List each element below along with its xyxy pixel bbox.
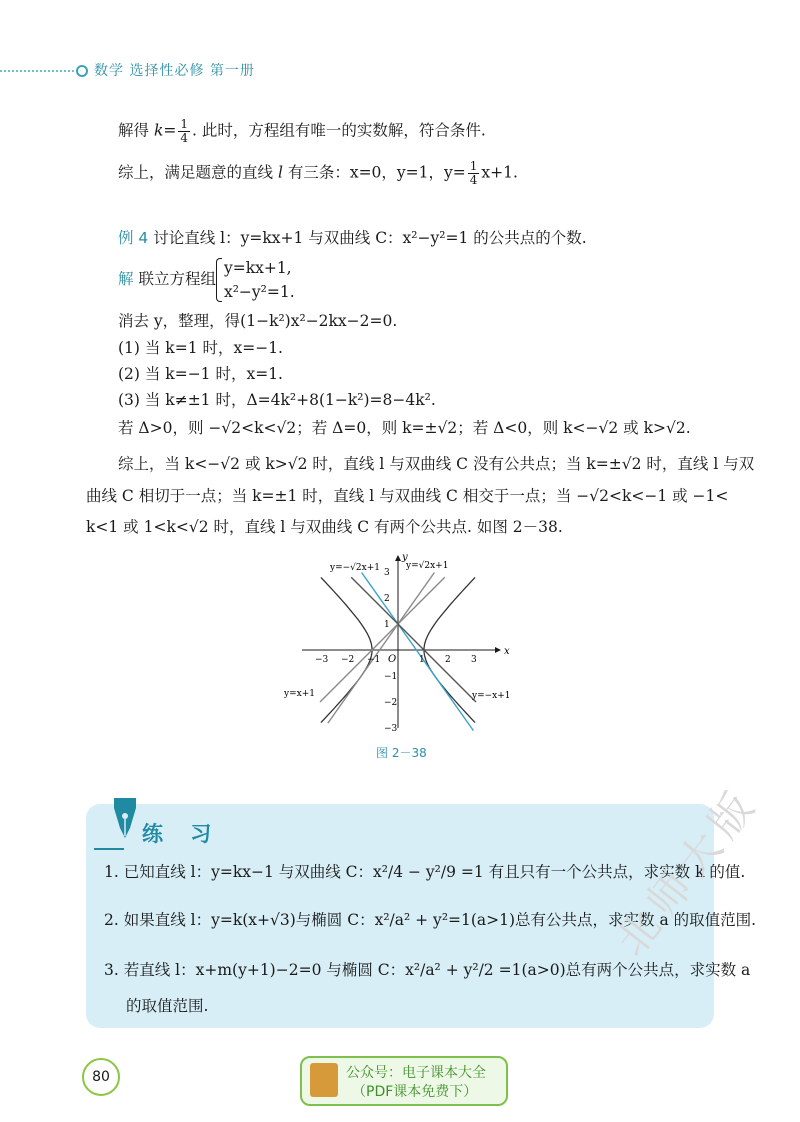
y-tick-label: −2 (384, 698, 398, 708)
text-segment: = (163, 121, 177, 140)
text-segment: . 此时，方程组有唯一的实数解，符合条件. (191, 121, 486, 140)
system-equation-2: x²−y²=1. (223, 283, 295, 301)
text-line-3: 消去 y，整理，得(1−k²)x²−2kx−2=0. (118, 312, 398, 330)
text-line-1 (118, 118, 486, 145)
page-number: 80 (82, 1058, 120, 1096)
example-text: 讨论直线 l：y=kx+1 与双曲线 C：x²−y²=1 的公共点的个数. (148, 229, 587, 247)
heading-underline (94, 848, 124, 850)
text-segment: 有三条：x=0，y=1，y= (282, 163, 466, 182)
text-line-2 (118, 160, 518, 187)
x-tick-label: −1 (367, 655, 381, 665)
example-title (118, 226, 587, 250)
label-line-x-plus-1: y=x+1 (284, 689, 315, 699)
system-equation-1: y=kx+1, (223, 259, 292, 277)
equation-system (216, 256, 295, 304)
practice-exercise-1: 1. 已知直线 l：y=kx−1 与双曲线 C：x²/4 − y²/9 =1 有且只有一个公共点，求实数 k 的值. (104, 863, 746, 881)
solution-text: 联立方程组 (133, 270, 216, 288)
line-pos-sqrt2 (328, 573, 435, 724)
figure-caption: 图 2－38 (376, 746, 427, 760)
text-line-9: 曲线 C 相切于一点；当 k=±1 时，直线 l 与双曲线 C 相交于一点；当 −√2<k<−1 或 −1< (86, 487, 729, 505)
text-line-8: 综上，当 k<−√2 或 k>√2 时，直线 l 与双曲线 C 没有公共点；当 k=±√2 时，直线 l 与双 (118, 455, 755, 473)
text-segment: 解得 (118, 121, 154, 140)
practice-exercise-3: 3. 若直线 l：x+m(y+1)−2=0 与椭圆 C：x²/a² + y²/2 =1(a>0)总有两个公共点，求实数 a (104, 961, 751, 979)
header-ring-icon (76, 65, 88, 77)
page-header (0, 56, 800, 86)
fraction-numerator: 1 (469, 159, 478, 173)
header-dotted-line (0, 70, 78, 72)
fraction-numerator: 1 (180, 117, 188, 131)
pen-nib-icon (108, 794, 142, 842)
promo-line-1: 公众号：电子课本大全 (346, 1065, 486, 1081)
y-tick-label: 2 (384, 594, 390, 604)
text-segment: x+1. (481, 163, 518, 182)
x-tick-label: −3 (315, 655, 329, 665)
fraction-denominator: 4 (469, 173, 478, 187)
label-line-neg-x-plus-1: y=−x+1 (472, 691, 511, 701)
y-tick-label: 1 (384, 620, 390, 630)
text-line-6: (3) 当 k≠±1 时，Δ=4k²+8(1−k²)=8−4k². (118, 391, 436, 409)
math-var: k (153, 121, 164, 140)
example-label: 例 4 (118, 229, 149, 247)
x-tick-label: 1 (419, 655, 425, 665)
practice-heading: 练 习 (142, 822, 222, 846)
solution-label: 解 (118, 270, 134, 288)
y-axis-label: y (402, 552, 408, 563)
y-tick-label: −1 (384, 672, 398, 682)
y-tick-label: 3 (384, 568, 390, 578)
header-title: 数学 选择性必修 第一册 (94, 63, 255, 79)
x-tick-label: 2 (445, 655, 451, 665)
text-line-10: k<1 或 1<k<√2 时，直线 l 与双曲线 C 有两个公共点. 如图 2－38. (86, 518, 563, 536)
x-tick-label: 3 (471, 655, 477, 665)
x-axis-label: x (504, 646, 510, 657)
text-line-7: 若 Δ>0，则 −√2<k<√2；若 Δ=0，则 k=±√2；若 Δ<0，则 k<−√2 或 k>√2. (118, 419, 691, 437)
practice-exercise-3-cont: 的取值范围. (126, 997, 209, 1015)
math-var: l (277, 163, 283, 182)
label-line-neg-sqrt2: y=−√2x+1 (330, 563, 380, 573)
fraction (178, 118, 190, 145)
promo-badge (300, 1056, 508, 1106)
solution-start (118, 256, 295, 304)
practice-exercise-2: 2. 如果直线 l：y=k(x+√3)与椭圆 C：x²/a² + y²=1(a>1)总有公共点，求实数 a 的取值范围. (104, 911, 757, 929)
figure-ticks (315, 568, 477, 734)
y-tick-label: −3 (384, 724, 398, 734)
text-line-4: (1) 当 k=1 时，x=−1. (118, 339, 283, 357)
fraction-denominator: 4 (180, 131, 188, 145)
origin-label: O (388, 654, 397, 665)
text-segment: 综上，满足题意的直线 (118, 163, 278, 182)
fraction (468, 160, 480, 187)
watermark: 北师大版 (606, 777, 769, 966)
label-line-pos-sqrt2: y=√2x+1 (406, 561, 449, 571)
promo-line-2: （PDF课本免费下） (352, 1084, 478, 1100)
x-tick-label: −2 (341, 655, 355, 665)
text-line-5: (2) 当 k=−1 时，x=1. (118, 365, 283, 383)
book-icon (310, 1063, 338, 1097)
hyperbola-figure (282, 548, 518, 738)
